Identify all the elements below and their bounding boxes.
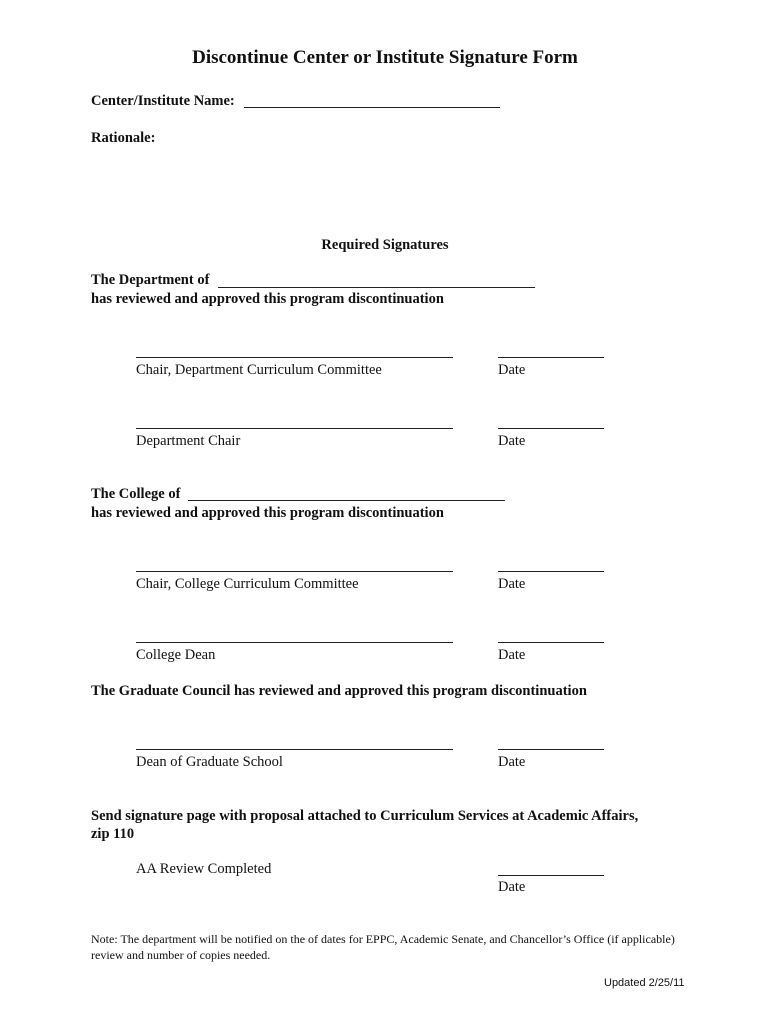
signature-line[interactable]: [136, 571, 453, 572]
signature-line[interactable]: [136, 642, 453, 643]
center-name-field[interactable]: [244, 107, 500, 108]
date-label: Date: [498, 879, 526, 895]
department-approval-text: has reviewed and approved this program discontinuation: [91, 291, 444, 307]
college-label: The College of: [91, 486, 181, 502]
center-name-label: Center/Institute Name:: [91, 93, 235, 109]
graduate-approval-text: The Graduate Council has reviewed and approved this program discontinuation: [91, 683, 587, 699]
required-signatures-heading: Required Signatures: [321, 237, 449, 253]
date-label: Date: [498, 362, 526, 378]
signature-line[interactable]: [136, 357, 453, 358]
date-line[interactable]: [498, 428, 604, 429]
date-line[interactable]: [498, 357, 604, 358]
signature-line[interactable]: [136, 428, 453, 429]
date-line[interactable]: [498, 642, 604, 643]
signer-label: Chair, Department Curriculum Committee: [136, 362, 382, 378]
note-text: Note: The department will be notified on the of dates for EPPC, Academic Senate, and Chancellor’s Office (if applicable) review and number of copies needed.: [91, 932, 675, 962]
signature-line[interactable]: [136, 749, 453, 750]
department-name-field[interactable]: [218, 287, 535, 288]
signer-label: Chair, College Curriculum Committee: [136, 576, 359, 592]
date-label: Date: [498, 576, 526, 592]
signer-label: Department Chair: [136, 433, 241, 449]
rationale-label: Rationale:: [91, 130, 156, 146]
date-line[interactable]: [498, 749, 604, 750]
signer-label: Dean of Graduate School: [136, 754, 283, 770]
date-label: Date: [498, 433, 526, 449]
updated-date: Updated 2/25/11: [604, 977, 685, 989]
date-line[interactable]: [498, 571, 604, 572]
date-label: Date: [498, 647, 526, 663]
send-instruction: Send signature page with proposal attached to Curriculum Services at Academic Affairs,: [91, 808, 639, 824]
send-instruction-zip: zip 110: [91, 826, 135, 842]
college-approval-text: has reviewed and approved this program discontinuation: [91, 505, 444, 521]
rationale-field[interactable]: [91, 150, 681, 230]
college-name-field[interactable]: [188, 500, 505, 501]
aa-review-label: AA Review Completed: [136, 861, 272, 877]
date-label: Date: [498, 754, 526, 770]
signer-label: College Dean: [136, 647, 216, 663]
department-label: The Department of: [91, 272, 210, 288]
page-title: Discontinue Center or Institute Signature Form: [192, 47, 578, 68]
date-line[interactable]: [498, 875, 604, 876]
